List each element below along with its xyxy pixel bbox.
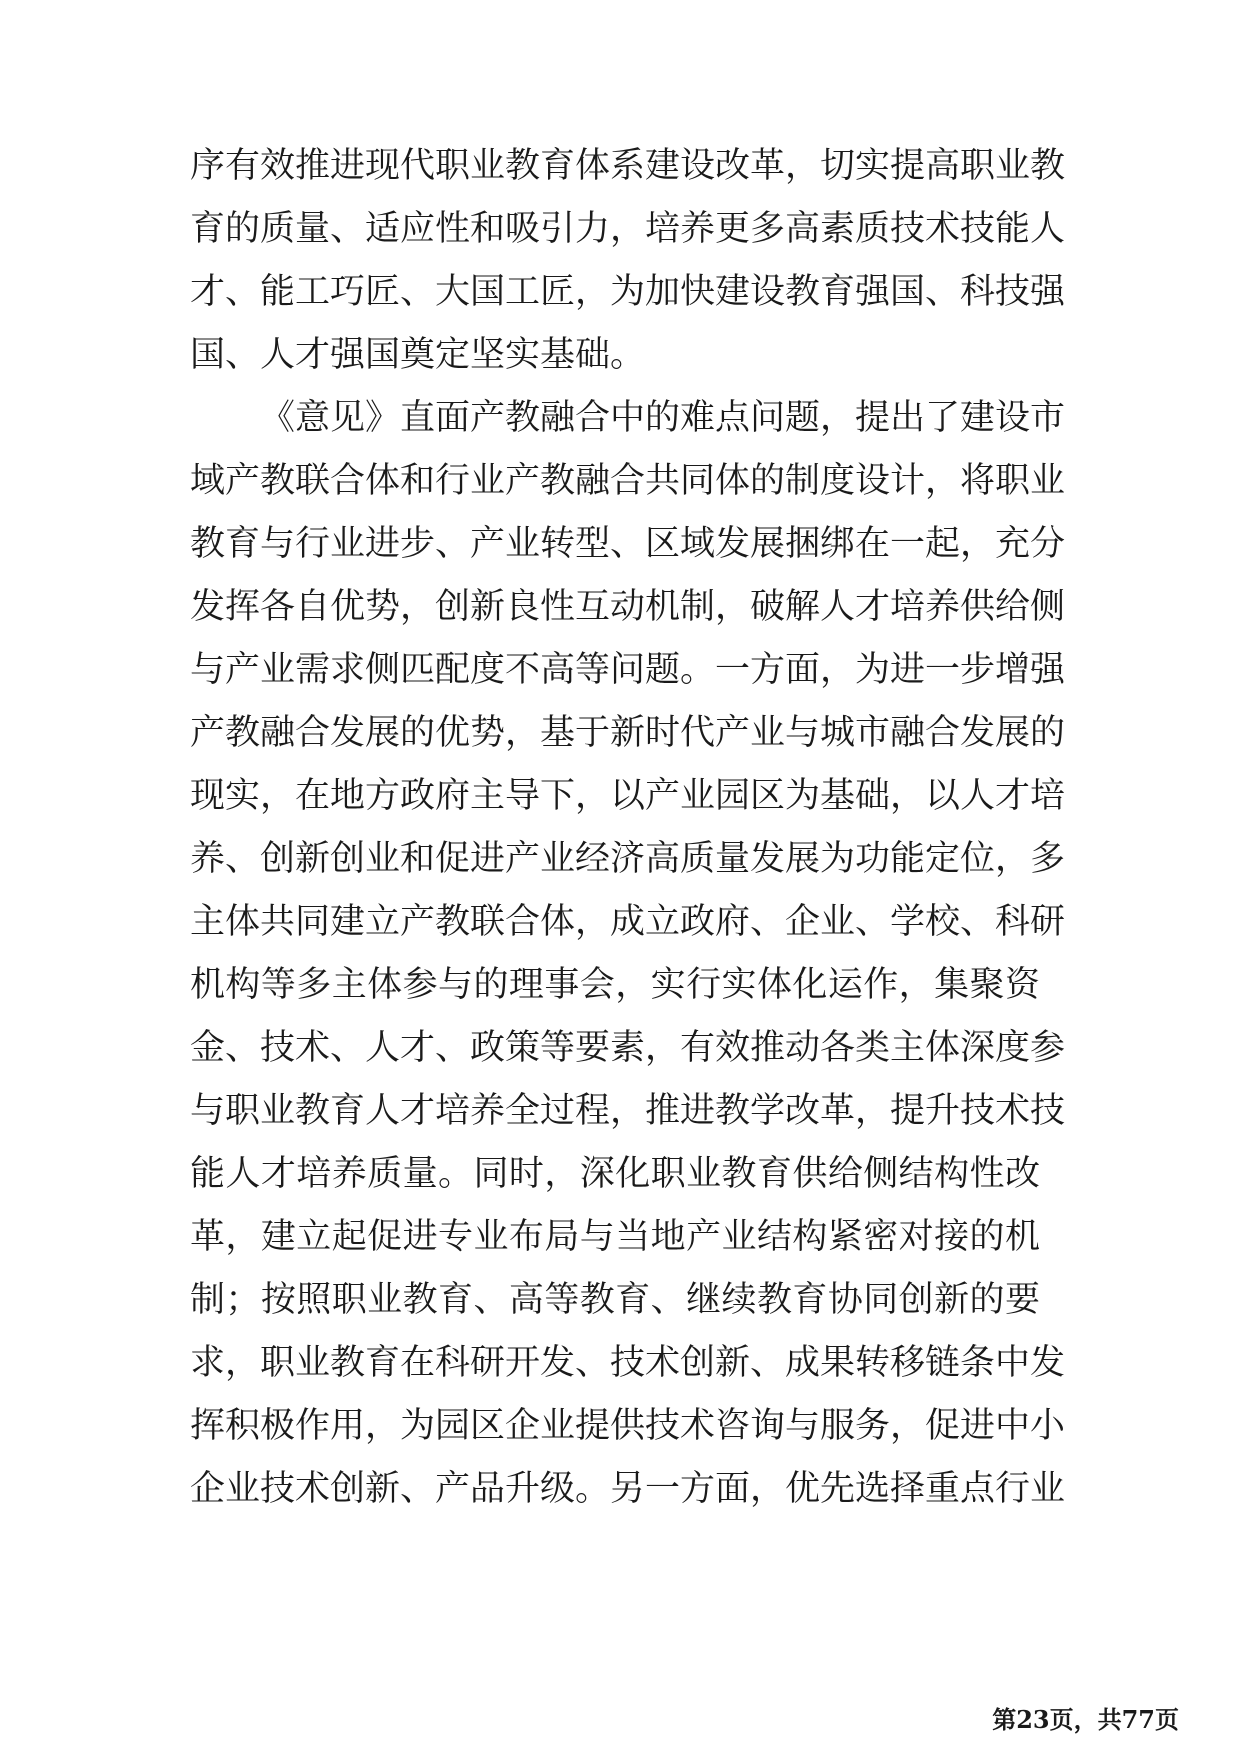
text-line: 机构等多主体参与的理事会，实行实体化运作，集聚资: [190, 965, 1040, 1005]
text-line: 金、技术、人才、政策等要素，有效推动各类主体深度参: [190, 1028, 1066, 1068]
text-line: 发挥各自优势，创新良性互动机制，破解人才培养供给侧: [190, 587, 1066, 627]
text-line: 《意见》直面产教融合中的难点问题，提出了建设市: [260, 398, 1066, 438]
text-line: 求，职业教育在科研开发、技术创新、成果转移链条中发: [190, 1343, 1066, 1383]
text-line: 企业技术创新、产品升级。另一方面，优先选择重点行业: [190, 1469, 1066, 1509]
text-line: 域产教联合体和行业产教融合共同体的制度设计，将职业: [190, 461, 1066, 501]
text-line: 教育与行业进步、产业转型、区域发展捆绑在一起，充分: [190, 524, 1066, 564]
text-line: 现实，在地方政府主导下，以产业园区为基础，以人才培: [190, 776, 1066, 816]
text-line: 与职业教育人才培养全过程，推进教学改革，提升技术技: [190, 1091, 1066, 1131]
text-line: 育的质量、适应性和吸引力，培养更多高素质技术技能人: [190, 209, 1066, 249]
text-line: 国、人才强国奠定坚实基础。: [190, 335, 646, 375]
text-line: 产教融合发展的优势，基于新时代产业与城市融合发展的: [190, 713, 1066, 753]
text-line: 养、创新创业和促进产业经济高质量发展为功能定位，多: [190, 839, 1066, 879]
text-line: 制；按照职业教育、高等教育、继续教育协同创新的要: [190, 1280, 1040, 1320]
text-line: 挥积极作用，为园区企业提供技术咨询与服务，促进中小: [190, 1406, 1066, 1446]
text-line: 革，建立起促进专业布局与当地产业结构紧密对接的机: [190, 1217, 1040, 1257]
text-line: 才、能工巧匠、大国工匠，为加快建设教育强国、科技强: [190, 272, 1066, 312]
text-line: 主体共同建立产教联合体，成立政府、企业、学校、科研: [190, 902, 1066, 942]
text-line: 序有效推进现代职业教育体系建设改革，切实提高职业教: [190, 146, 1066, 186]
page-number-footer: 第23页，共77页: [992, 1705, 1179, 1734]
text-line: 与产业需求侧匹配度不高等问题。一方面，为进一步增强: [190, 650, 1066, 690]
text-line: 能人才培养质量。同时，深化职业教育供给侧结构性改: [190, 1154, 1040, 1194]
